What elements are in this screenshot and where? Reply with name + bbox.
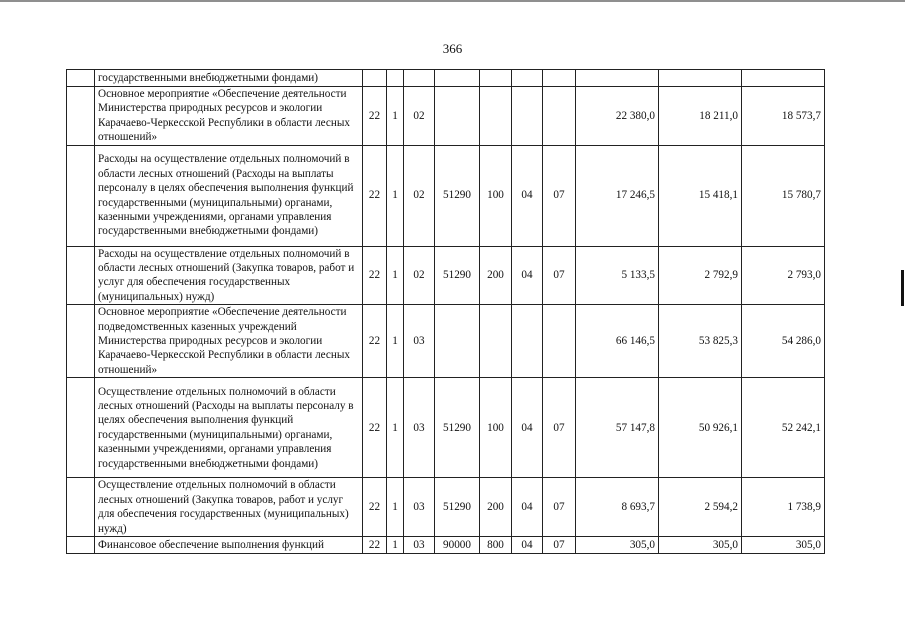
amount-year-1: 57 147,8 — [576, 378, 659, 478]
row-description: Расходы на осуществление отдельных полномочий в области лесных отношений (Закупка товаров, работ и услуг для обеспечения государственных (муниципальных) нужд) — [95, 246, 363, 305]
code-subsection: 07 — [543, 378, 576, 478]
code-section — [512, 70, 543, 87]
amount-year-1: 305,0 — [576, 536, 659, 553]
code-section: 04 — [512, 478, 543, 537]
amount-year-1: 22 380,0 — [576, 87, 659, 146]
code-activity: 02 — [404, 87, 435, 146]
code-subsection — [543, 305, 576, 378]
code-expense-type: 100 — [480, 145, 512, 246]
amount-year-1: 5 133,5 — [576, 246, 659, 305]
table-row — [67, 145, 825, 246]
code-expense-type — [480, 87, 512, 146]
row-description: Основное мероприятие «Обеспечение деятельности подведомственных казенных учреждений Министерства природных ресурсов и экологии Карачаево-Черкесской Республики в области лесных отношений» — [95, 305, 363, 378]
code-subsection — [543, 87, 576, 146]
amount-year-2: 2 594,2 — [659, 478, 742, 537]
scan-margin-mark — [901, 270, 904, 306]
code-program: 1 — [387, 378, 404, 478]
code-activity: 02 — [404, 145, 435, 246]
table-row — [67, 70, 825, 87]
code-section: 04 — [512, 145, 543, 246]
table-row — [67, 536, 825, 553]
scan-top-edge — [0, 0, 905, 2]
code-subsection — [543, 70, 576, 87]
amount-year-3 — [742, 70, 825, 87]
amount-year-3: 2 793,0 — [742, 246, 825, 305]
code-section: 04 — [512, 246, 543, 305]
code-expense-type: 200 — [480, 246, 512, 305]
code-direction — [435, 305, 480, 378]
code-section: 04 — [512, 378, 543, 478]
row-description: Финансовое обеспечение выполнения функций — [95, 536, 363, 553]
code-ministry: 22 — [363, 536, 387, 553]
amount-year-2: 2 792,9 — [659, 246, 742, 305]
code-ministry: 22 — [363, 246, 387, 305]
row-index-cell — [67, 145, 95, 246]
code-activity: 03 — [404, 305, 435, 378]
code-activity: 03 — [404, 478, 435, 537]
row-index-cell — [67, 378, 95, 478]
table-row — [67, 478, 825, 537]
amount-year-3: 1 738,9 — [742, 478, 825, 537]
amount-year-3: 52 242,1 — [742, 378, 825, 478]
row-index-cell — [67, 478, 95, 537]
code-expense-type: 100 — [480, 378, 512, 478]
code-expense-type — [480, 70, 512, 87]
code-direction: 90000 — [435, 536, 480, 553]
table-row — [67, 246, 825, 305]
amount-year-1 — [576, 70, 659, 87]
code-expense-type — [480, 305, 512, 378]
table-row — [67, 305, 825, 378]
code-program: 1 — [387, 305, 404, 378]
row-description: Осуществление отдельных полномочий в области лесных отношений (Закупка товаров, работ и услуг для обеспечения государственных (муниципальных) нужд) — [95, 478, 363, 537]
amount-year-2: 18 211,0 — [659, 87, 742, 146]
code-direction: 51290 — [435, 478, 480, 537]
code-ministry: 22 — [363, 478, 387, 537]
page-number: 366 — [442, 41, 463, 56]
code-subsection: 07 — [543, 246, 576, 305]
row-description: Расходы на осуществление отдельных полномочий в области лесных отношений (Расходы на выплаты персоналу в целях обеспечения выполнения функций государственными (муниципальными) органами, казенными учреждениями, органами управления государственными внебюджетными фондами) — [95, 145, 363, 246]
amount-year-2: 305,0 — [659, 536, 742, 553]
row-description: государственными внебюджетными фондами) — [95, 70, 363, 87]
row-index-cell — [67, 536, 95, 553]
table-row — [67, 378, 825, 478]
code-ministry: 22 — [363, 378, 387, 478]
row-index-cell — [67, 246, 95, 305]
amount-year-2: 50 926,1 — [659, 378, 742, 478]
code-section: 04 — [512, 536, 543, 553]
table-row — [67, 87, 825, 146]
code-ministry: 22 — [363, 145, 387, 246]
code-activity: 03 — [404, 536, 435, 553]
code-program: 1 — [387, 536, 404, 553]
code-direction — [435, 87, 480, 146]
code-direction: 51290 — [435, 378, 480, 478]
code-activity: 02 — [404, 246, 435, 305]
code-expense-type: 200 — [480, 478, 512, 537]
code-ministry — [363, 70, 387, 87]
amount-year-1: 66 146,5 — [576, 305, 659, 378]
code-subsection: 07 — [543, 536, 576, 553]
code-ministry: 22 — [363, 305, 387, 378]
code-direction — [435, 70, 480, 87]
code-activity — [404, 70, 435, 87]
code-program: 1 — [387, 145, 404, 246]
amount-year-1: 17 246,5 — [576, 145, 659, 246]
code-program: 1 — [387, 478, 404, 537]
code-direction: 51290 — [435, 246, 480, 305]
code-section — [512, 87, 543, 146]
code-direction: 51290 — [435, 145, 480, 246]
amount-year-2: 15 418,1 — [659, 145, 742, 246]
amount-year-2: 53 825,3 — [659, 305, 742, 378]
code-program: 1 — [387, 87, 404, 146]
code-activity: 03 — [404, 378, 435, 478]
code-ministry: 22 — [363, 87, 387, 146]
row-index-cell — [67, 70, 95, 87]
amount-year-3: 54 286,0 — [742, 305, 825, 378]
amount-year-1: 8 693,7 — [576, 478, 659, 537]
row-description: Основное мероприятие «Обеспечение деятельности Министерства природных ресурсов и экологии Карачаево-Черкесской Республики в области лесных отношений» — [95, 87, 363, 146]
code-program: 1 — [387, 246, 404, 305]
budget-table — [66, 69, 825, 554]
code-section — [512, 305, 543, 378]
code-program — [387, 70, 404, 87]
code-subsection: 07 — [543, 145, 576, 246]
amount-year-3: 15 780,7 — [742, 145, 825, 246]
amount-year-3: 305,0 — [742, 536, 825, 553]
amount-year-2 — [659, 70, 742, 87]
amount-year-3: 18 573,7 — [742, 87, 825, 146]
code-subsection: 07 — [543, 478, 576, 537]
row-index-cell — [67, 305, 95, 378]
row-description: Осуществление отдельных полномочий в области лесных отношений (Расходы на выплаты персоналу в целях обеспечения выполнения функций государственными (муниципальными) органами, казенными учреждениями, органами управления государственными внебюджетными фондами) — [95, 378, 363, 478]
row-index-cell — [67, 87, 95, 146]
code-expense-type: 800 — [480, 536, 512, 553]
